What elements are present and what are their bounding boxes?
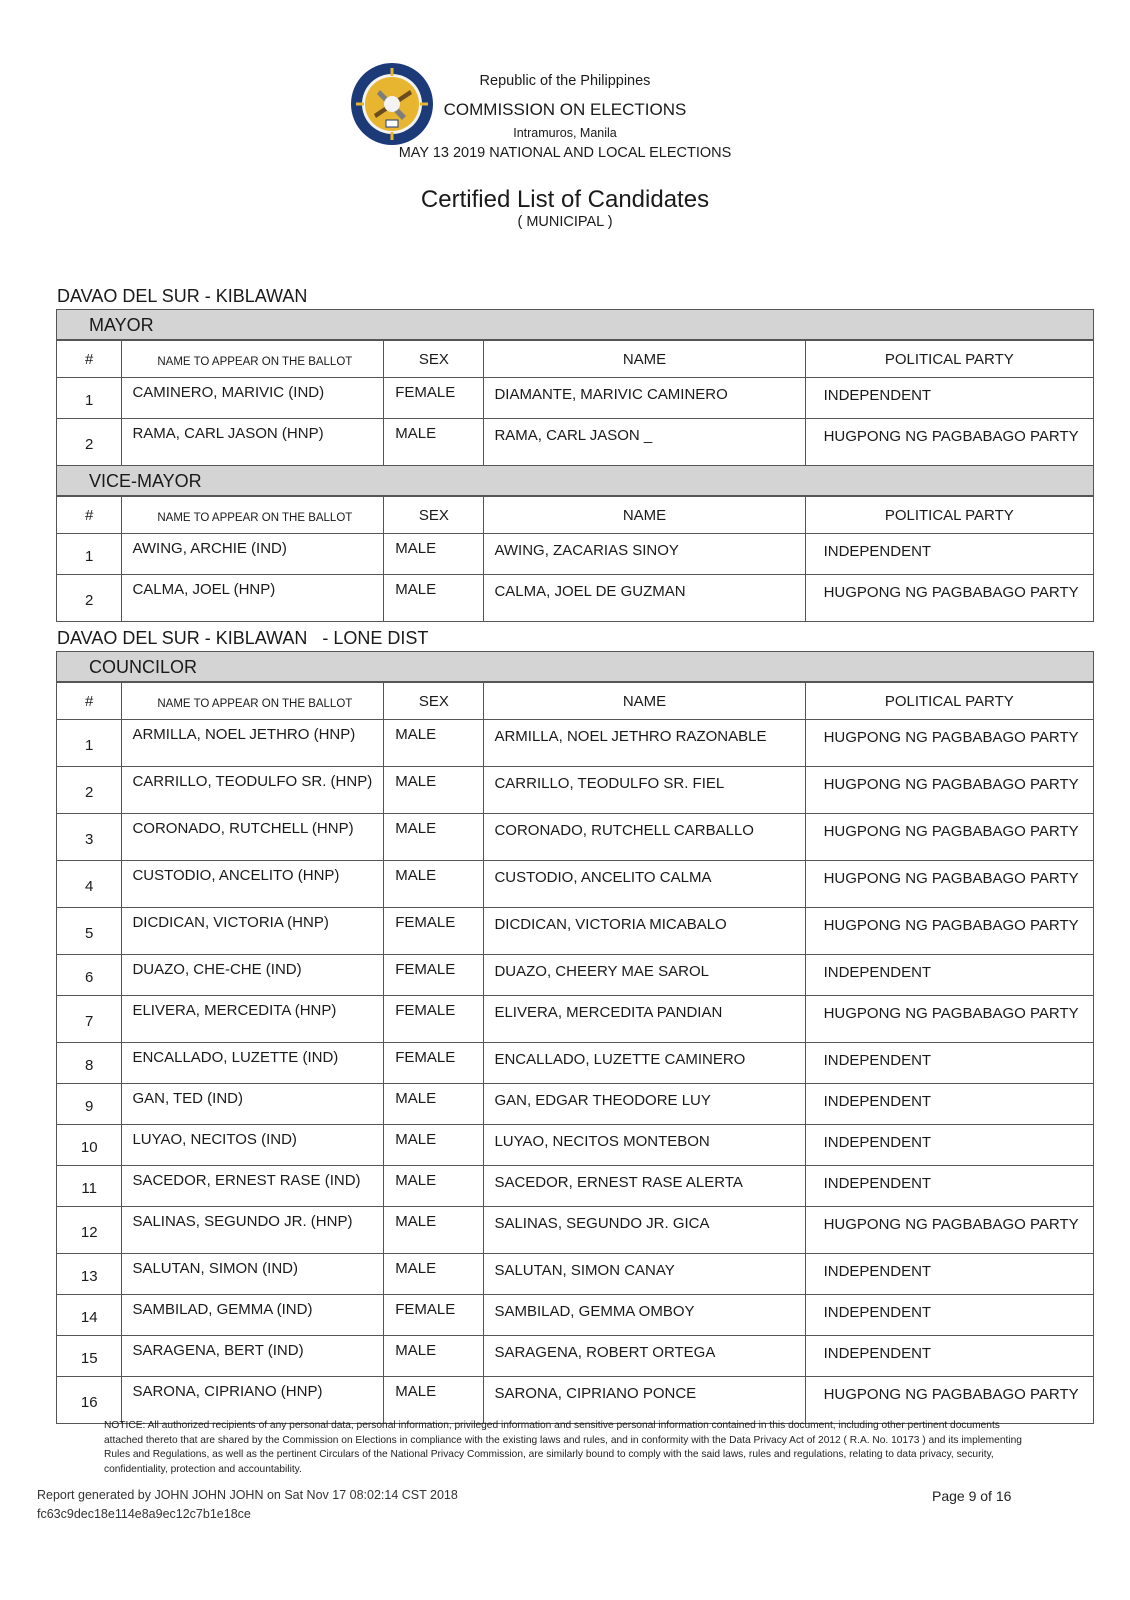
row-full-name: CORONADO, RUTCHELL CARBALLO <box>484 814 805 861</box>
column-header-sex: SEX <box>384 340 484 378</box>
row-party: INDEPENDENT <box>805 1125 1093 1166</box>
row-full-name: SACEDOR, ERNEST RASE ALERTA <box>484 1166 805 1207</box>
column-header-row <box>57 682 1094 720</box>
table-row <box>57 575 1094 622</box>
row-party: HUGPONG NG PAGBABAGO PARTY <box>805 1207 1093 1254</box>
table-row <box>57 1295 1094 1336</box>
row-full-name: DUAZO, CHEERY MAE SAROL <box>484 955 805 996</box>
row-full-name: GAN, EDGAR THEODORE LUY <box>484 1084 805 1125</box>
row-num: 12 <box>57 1207 122 1254</box>
table-row <box>57 1207 1094 1254</box>
position-title: MAYOR <box>57 310 1094 341</box>
column-header-num: # <box>57 496 122 534</box>
column-header-ballot: NAME TO APPEAR ON THE BALLOT <box>122 340 384 378</box>
row-sex: FEMALE <box>384 996 484 1043</box>
row-ballot-name: SALUTAN, SIMON (IND) <box>122 1254 384 1295</box>
column-header-row <box>57 340 1094 378</box>
row-sex: MALE <box>384 720 484 767</box>
row-num: 13 <box>57 1254 122 1295</box>
row-ballot-name: CARRILLO, TEODULFO SR. (HNP) <box>122 767 384 814</box>
row-party: HUGPONG NG PAGBABAGO PARTY <box>805 996 1093 1043</box>
table-row <box>57 1166 1094 1207</box>
row-party: INDEPENDENT <box>805 1166 1093 1207</box>
table-row <box>57 1254 1094 1295</box>
table-row <box>57 378 1094 419</box>
row-party: HUGPONG NG PAGBABAGO PARTY <box>805 1377 1093 1424</box>
row-full-name: CALMA, JOEL DE GUZMAN <box>484 575 805 622</box>
column-header-sex: SEX <box>384 682 484 720</box>
row-sex: MALE <box>384 861 484 908</box>
row-num: 2 <box>57 767 122 814</box>
candidates-table-councilor <box>56 651 1094 1424</box>
position-title: VICE-MAYOR <box>57 466 1094 497</box>
row-num: 9 <box>57 1084 122 1125</box>
row-sex: MALE <box>384 1084 484 1125</box>
row-full-name: ARMILLA, NOEL JETHRO RAZONABLE <box>484 720 805 767</box>
column-header-row <box>57 496 1094 534</box>
row-num: 3 <box>57 814 122 861</box>
row-ballot-name: SACEDOR, ERNEST RASE (IND) <box>122 1166 384 1207</box>
row-party: INDEPENDENT <box>805 1295 1093 1336</box>
column-header-party: POLITICAL PARTY <box>805 340 1093 378</box>
column-header-party: POLITICAL PARTY <box>805 682 1093 720</box>
row-party: HUGPONG NG PAGBABAGO PARTY <box>805 814 1093 861</box>
column-header-name: NAME <box>484 340 805 378</box>
row-party: INDEPENDENT <box>805 1254 1093 1295</box>
row-sex: MALE <box>384 814 484 861</box>
row-full-name: DIAMANTE, MARIVIC CAMINERO <box>484 378 805 419</box>
row-full-name: DICDICAN, VICTORIA MICABALO <box>484 908 805 955</box>
table-row <box>57 1043 1094 1084</box>
table-row <box>57 861 1094 908</box>
candidates-table-mayor-vice <box>56 309 1094 622</box>
row-party: INDEPENDENT <box>805 955 1093 996</box>
table-row <box>57 1336 1094 1377</box>
row-ballot-name: ENCALLADO, LUZETTE (IND) <box>122 1043 384 1084</box>
row-ballot-name: LUYAO, NECITOS (IND) <box>122 1125 384 1166</box>
row-party: HUGPONG NG PAGBABAGO PARTY <box>805 575 1093 622</box>
table-row <box>57 955 1094 996</box>
row-sex: MALE <box>384 419 484 466</box>
row-sex: FEMALE <box>384 1295 484 1336</box>
table-row <box>57 419 1094 466</box>
row-ballot-name: CAMINERO, MARIVIC (IND) <box>122 378 384 419</box>
page-number: Page 9 of 16 <box>932 1488 1012 1504</box>
row-num: 2 <box>57 419 122 466</box>
row-party: INDEPENDENT <box>805 1043 1093 1084</box>
page-title: Certified List of Candidates <box>420 186 710 213</box>
row-sex: MALE <box>384 1377 484 1424</box>
row-party: INDEPENDENT <box>805 378 1093 419</box>
table-row <box>57 1377 1094 1424</box>
row-sex: MALE <box>384 767 484 814</box>
row-ballot-name: GAN, TED (IND) <box>122 1084 384 1125</box>
row-full-name: SARONA, CIPRIANO PONCE <box>484 1377 805 1424</box>
row-sex: MALE <box>384 575 484 622</box>
row-full-name: ELIVERA, MERCEDITA PANDIAN <box>484 996 805 1043</box>
row-ballot-name: DUAZO, CHE-CHE (IND) <box>122 955 384 996</box>
table-row <box>57 767 1094 814</box>
row-full-name: RAMA, CARL JASON _ <box>484 419 805 466</box>
column-header-num: # <box>57 682 122 720</box>
column-header-name: NAME <box>484 682 805 720</box>
row-num: 11 <box>57 1166 122 1207</box>
republic-line: Republic of the Philippines <box>479 73 651 89</box>
row-sex: FEMALE <box>384 908 484 955</box>
row-num: 6 <box>57 955 122 996</box>
table-row <box>57 1125 1094 1166</box>
page-subtitle: ( MUNICIPAL ) <box>517 214 613 230</box>
row-full-name: CARRILLO, TEODULFO SR. FIEL <box>484 767 805 814</box>
row-num: 1 <box>57 378 122 419</box>
row-num: 7 <box>57 996 122 1043</box>
table-row <box>57 720 1094 767</box>
row-ballot-name: SARONA, CIPRIANO (HNP) <box>122 1377 384 1424</box>
row-full-name: ENCALLADO, LUZETTE CAMINERO <box>484 1043 805 1084</box>
row-full-name: SAMBILAD, GEMMA OMBOY <box>484 1295 805 1336</box>
row-num: 1 <box>57 534 122 575</box>
row-sex: MALE <box>384 1207 484 1254</box>
row-party: HUGPONG NG PAGBABAGO PARTY <box>805 419 1093 466</box>
row-num: 10 <box>57 1125 122 1166</box>
row-party: INDEPENDENT <box>805 534 1093 575</box>
row-ballot-name: SARAGENA, BERT (IND) <box>122 1336 384 1377</box>
row-sex: MALE <box>384 1166 484 1207</box>
row-sex: FEMALE <box>384 378 484 419</box>
row-full-name: CUSTODIO, ANCELITO CALMA <box>484 861 805 908</box>
row-ballot-name: CALMA, JOEL (HNP) <box>122 575 384 622</box>
row-num: 1 <box>57 720 122 767</box>
commission-name: COMMISSION ON ELECTIONS <box>443 100 687 119</box>
election-name: MAY 13 2019 NATIONAL AND LOCAL ELECTIONS <box>398 145 732 161</box>
row-num: 5 <box>57 908 122 955</box>
row-sex: FEMALE <box>384 955 484 996</box>
row-num: 2 <box>57 575 122 622</box>
row-ballot-name: CORONADO, RUTCHELL (HNP) <box>122 814 384 861</box>
table-row <box>57 534 1094 575</box>
row-sex: MALE <box>384 534 484 575</box>
row-party: HUGPONG NG PAGBABAGO PARTY <box>805 861 1093 908</box>
commission-location: Intramuros, Manila <box>513 126 617 140</box>
report-generated-info: Report generated by JOHN JOHN JOHN on Sat Nov 17 08:02:14 CST 2018 <box>37 1488 458 1502</box>
row-ballot-name: AWING, ARCHIE (IND) <box>122 534 384 575</box>
row-full-name: SALUTAN, SIMON CANAY <box>484 1254 805 1295</box>
row-full-name: SALINAS, SEGUNDO JR. GICA <box>484 1207 805 1254</box>
table-row <box>57 908 1094 955</box>
column-header-ballot: NAME TO APPEAR ON THE BALLOT <box>122 682 384 720</box>
row-full-name: LUYAO, NECITOS MONTEBON <box>484 1125 805 1166</box>
privacy-notice: NOTICE: All authorized recipients of any personal data, personal information, privileged information and sensitive personal information contained in this document, including other pertinent documents attached thereto that are shared by the Commission on Elections in compliance with the existing laws and rules, and in conformity with the Data Privacy Act of 2012 ( R.A. No. 10173 ) and its implementing Rules and Regulations, as well as the pertinent Circulars of the National Privacy Commission, are similarly bound to comply with the said laws, rules and regulations, relating to data privacy, security, confidentiality, protection and accountability. <box>104 1420 1022 1475</box>
row-ballot-name: ELIVERA, MERCEDITA (HNP) <box>122 996 384 1043</box>
row-ballot-name: ARMILLA, NOEL JETHRO (HNP) <box>122 720 384 767</box>
row-party: HUGPONG NG PAGBABAGO PARTY <box>805 767 1093 814</box>
row-sex: FEMALE <box>384 1043 484 1084</box>
row-num: 4 <box>57 861 122 908</box>
row-num: 15 <box>57 1336 122 1377</box>
row-sex: MALE <box>384 1254 484 1295</box>
column-header-name: NAME <box>484 496 805 534</box>
row-sex: MALE <box>384 1336 484 1377</box>
report-hash: fc63c9dec18e114e8a9ec12c7b1e18ce <box>37 1507 251 1521</box>
column-header-party: POLITICAL PARTY <box>805 496 1093 534</box>
row-full-name: AWING, ZACARIAS SINOY <box>484 534 805 575</box>
column-header-sex: SEX <box>384 496 484 534</box>
row-ballot-name: CUSTODIO, ANCELITO (HNP) <box>122 861 384 908</box>
row-ballot-name: SALINAS, SEGUNDO JR. (HNP) <box>122 1207 384 1254</box>
column-header-ballot: NAME TO APPEAR ON THE BALLOT <box>122 496 384 534</box>
row-num: 16 <box>57 1377 122 1424</box>
row-ballot-name: SAMBILAD, GEMMA (IND) <box>122 1295 384 1336</box>
row-ballot-name: DICDICAN, VICTORIA (HNP) <box>122 908 384 955</box>
row-party: HUGPONG NG PAGBABAGO PARTY <box>805 720 1093 767</box>
row-sex: MALE <box>384 1125 484 1166</box>
table-row <box>57 814 1094 861</box>
position-title: COUNCILOR <box>57 652 1094 683</box>
section-label: DAVAO DEL SUR - KIBLAWAN - LONE DIST <box>57 628 429 648</box>
table-row <box>57 1084 1094 1125</box>
section-label: DAVAO DEL SUR - KIBLAWAN <box>57 286 308 306</box>
row-num: 14 <box>57 1295 122 1336</box>
row-num: 8 <box>57 1043 122 1084</box>
column-header-num: # <box>57 340 122 378</box>
row-party: INDEPENDENT <box>805 1336 1093 1377</box>
row-party: INDEPENDENT <box>805 1084 1093 1125</box>
row-full-name: SARAGENA, ROBERT ORTEGA <box>484 1336 805 1377</box>
row-ballot-name: RAMA, CARL JASON (HNP) <box>122 419 384 466</box>
table-row <box>57 996 1094 1043</box>
row-party: HUGPONG NG PAGBABAGO PARTY <box>805 908 1093 955</box>
